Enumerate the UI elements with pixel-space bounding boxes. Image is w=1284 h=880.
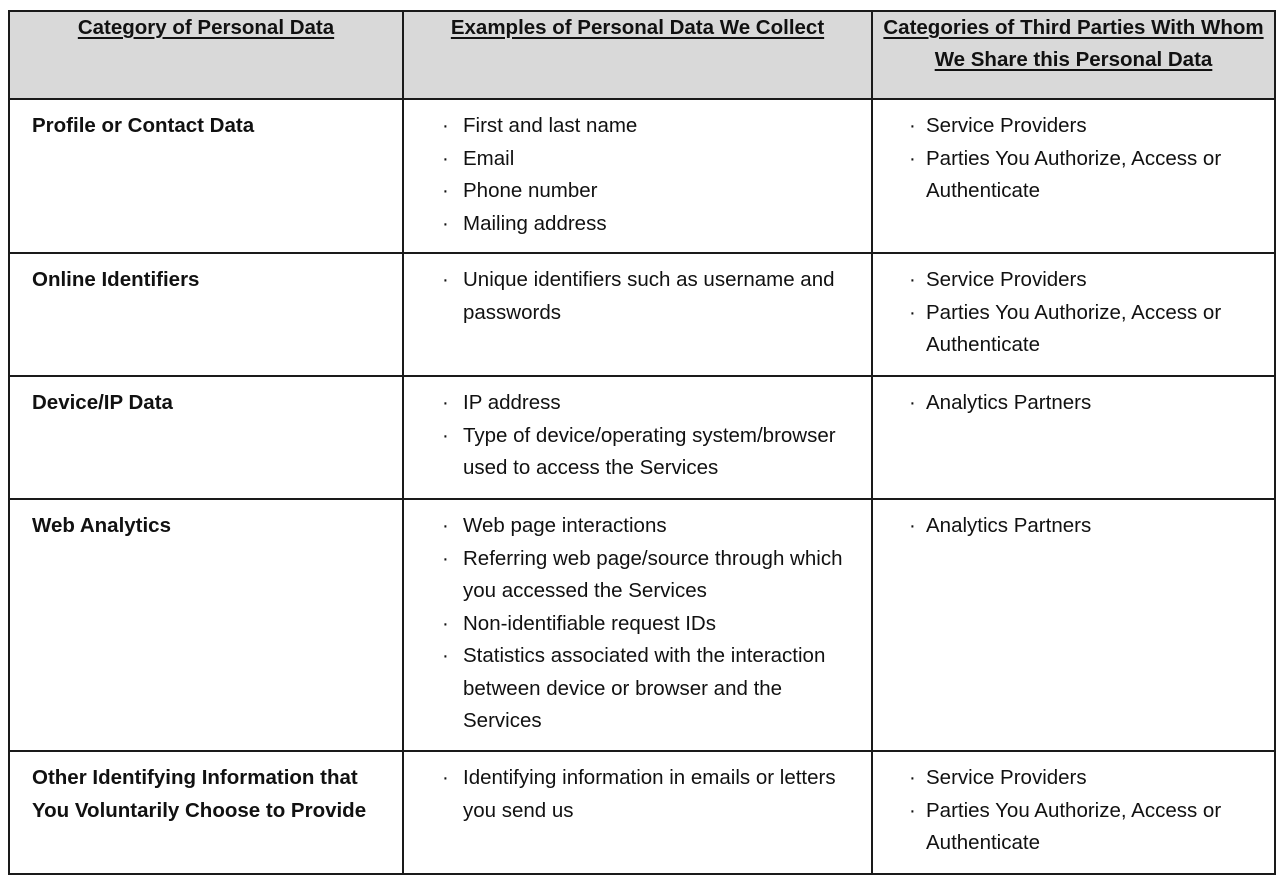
- bullet-icon: ·: [442, 391, 449, 414]
- examples-list: [442, 762, 859, 827]
- list-item: · Statistics associated with the interaction between device or browser and the Services: [442, 640, 859, 738]
- category-cell: Device/IP Data: [9, 376, 403, 499]
- examples-cell: [403, 376, 872, 499]
- header-examples: Examples of Personal Data We Collect: [403, 11, 872, 99]
- list-item: · Service Providers: [909, 762, 1264, 795]
- bullet-icon: ·: [442, 514, 449, 537]
- bullet-icon: ·: [909, 268, 916, 291]
- category-cell: Profile or Contact Data: [9, 99, 403, 253]
- bullet-icon: ·: [909, 114, 916, 137]
- bullet-icon: ·: [442, 146, 449, 170]
- bullet-icon: ·: [442, 179, 449, 202]
- third-parties-list: [909, 110, 1264, 208]
- bullet-icon: ·: [442, 114, 449, 137]
- third-parties-list: [909, 510, 1264, 543]
- examples-list: [442, 264, 859, 329]
- list-item: · Mailing address: [442, 208, 859, 241]
- table-row: [9, 376, 1275, 499]
- examples-cell: [403, 499, 872, 751]
- table-row: [9, 253, 1275, 376]
- third-parties-cell: [872, 99, 1275, 253]
- list-item: · Parties You Authorize, Access or Authenticate: [909, 795, 1264, 860]
- list-item: · IP address: [442, 387, 859, 420]
- list-item: · Analytics Partners: [909, 387, 1264, 420]
- list-item: · Phone number: [442, 175, 859, 208]
- list-item: · Web page interactions: [442, 510, 859, 543]
- list-item: · Analytics Partners: [909, 510, 1264, 543]
- third-parties-cell: [872, 499, 1275, 751]
- category-cell: Online Identifiers: [9, 253, 403, 376]
- personal-data-table: [8, 10, 1276, 875]
- table-row: [9, 751, 1275, 874]
- third-parties-list: [909, 387, 1264, 420]
- list-item: · Referring web page/source through which you accessed the Services: [442, 543, 859, 608]
- list-item: · Parties You Authorize, Access or Authenticate: [909, 143, 1264, 208]
- header-category: Category of Personal Data: [9, 11, 403, 99]
- third-parties-cell: [872, 253, 1275, 376]
- table-header: [9, 11, 1275, 99]
- bullet-icon: ·: [909, 391, 916, 414]
- third-parties-cell: [872, 376, 1275, 499]
- table-row: [9, 99, 1275, 253]
- examples-list: [442, 510, 859, 738]
- list-item: · Identifying information in emails or letters you send us: [442, 762, 859, 827]
- bullet-icon: ·: [442, 644, 449, 667]
- list-item: · First and last name: [442, 110, 859, 143]
- list-item: · Parties You Authorize, Access or Authenticate: [909, 297, 1264, 362]
- examples-list: [442, 387, 859, 485]
- bullet-icon: ·: [909, 514, 916, 537]
- examples-cell: [403, 99, 872, 253]
- table-row: [9, 499, 1275, 751]
- list-item: · Email: [442, 143, 859, 176]
- third-parties-cell: [872, 751, 1275, 874]
- examples-list: [442, 110, 859, 240]
- category-cell: Other Identifying Information that You Voluntarily Choose to Provide: [9, 751, 403, 874]
- category-cell: Web Analytics: [9, 499, 403, 751]
- list-item: · Unique identifiers such as username and passwords: [442, 264, 859, 329]
- bullet-icon: ·: [442, 423, 449, 447]
- bullet-icon: ·: [442, 546, 449, 570]
- bullet-icon: ·: [442, 268, 449, 291]
- third-parties-list: [909, 264, 1264, 362]
- list-item: · Service Providers: [909, 110, 1264, 143]
- table-body: [9, 99, 1275, 874]
- list-item: · Service Providers: [909, 264, 1264, 297]
- examples-cell: [403, 751, 872, 874]
- list-item: · Type of device/operating system/browser used to access the Services: [442, 420, 859, 485]
- bullet-icon: ·: [909, 798, 916, 822]
- bullet-icon: ·: [909, 300, 916, 324]
- bullet-icon: ·: [442, 766, 449, 789]
- bullet-icon: ·: [909, 766, 916, 789]
- list-item: · Non-identifiable request IDs: [442, 608, 859, 641]
- header-row: [9, 11, 1275, 99]
- bullet-icon: ·: [442, 211, 449, 235]
- examples-cell: [403, 253, 872, 376]
- bullet-icon: ·: [442, 611, 449, 635]
- third-parties-list: [909, 762, 1264, 860]
- header-third-parties: Categories of Third Parties With Whom We Share this Personal Data: [872, 11, 1275, 99]
- bullet-icon: ·: [909, 146, 916, 170]
